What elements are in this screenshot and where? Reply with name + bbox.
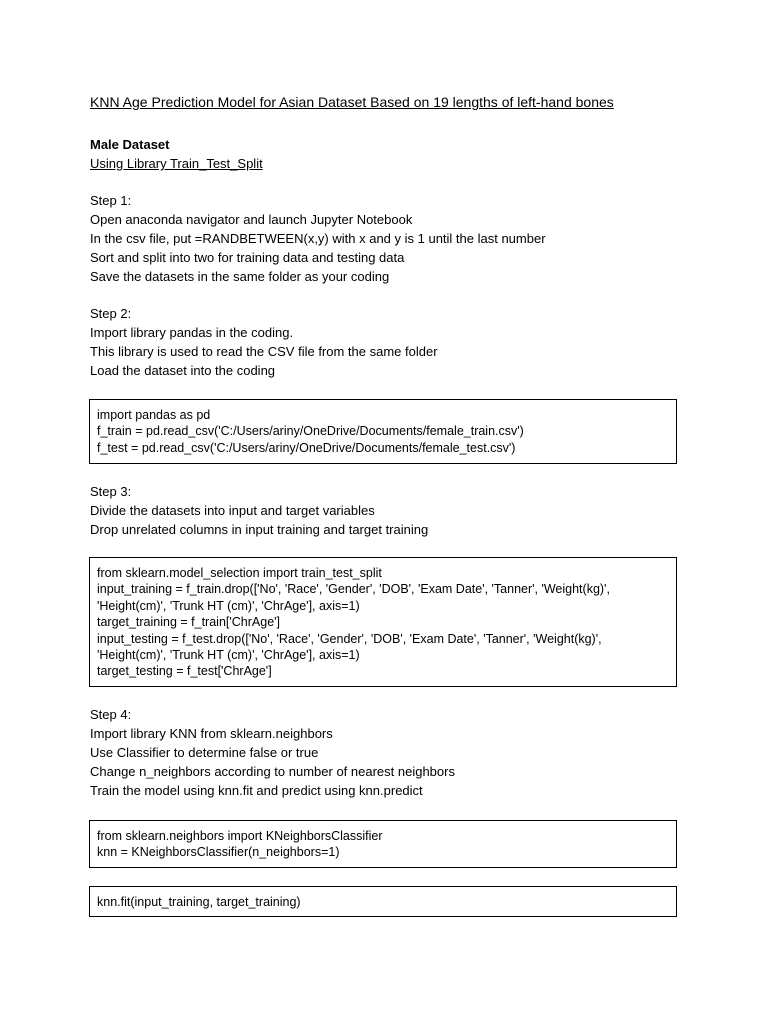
step-1-line-2: In the csv file, put =RANDBETWEEN(x,y) with x and y is 1 until the last number [90, 231, 546, 246]
code-block-2 [89, 557, 677, 687]
step-1 [90, 191, 546, 286]
section-heading: Male Dataset [90, 137, 170, 152]
code-line: knn.fit(input_training, target_training) [97, 895, 301, 909]
step-4-line-1: Import library KNN from sklearn.neighbors [90, 726, 333, 741]
code-block-1 [89, 399, 677, 464]
code-line: from sklearn.model_selection import train_test_split [97, 566, 382, 580]
code-line: target_testing = f_test['ChrAge'] [97, 664, 272, 679]
code-line: 'Height(cm)', 'Trunk HT (cm)', 'ChrAge'], axis=1) [97, 598, 360, 613]
code-line: target_training = f_train['ChrAge'] [97, 615, 281, 630]
code-line: f_test = pd.read_csv('C:/Users/ariny/OneDrive/Documents/female_test.csv') [97, 440, 516, 455]
step-3-label: Step 3: [90, 484, 132, 499]
step-1-line-4: Save the datasets in the same folder as your coding [90, 269, 390, 284]
code-line: input_testing = f_test.drop(['No', 'Race', 'Gender', 'DOB', 'Exam Date', 'Tanner', 'Weight(kg)', [97, 631, 602, 646]
step-2-line-1: Import library pandas in the coding. [90, 325, 294, 340]
step-1-line-3: Sort and split into two for training data and testing data [90, 250, 405, 265]
code-line: f_train = pd.read_csv('C:/Users/ariny/OneDrive/Documents/female_train.csv') [97, 424, 524, 439]
step-2-label: Step 2: [90, 306, 132, 321]
step-4-label: Step 4: [90, 707, 132, 722]
code-line: 'Height(cm)', 'Trunk HT (cm)', 'ChrAge'], axis=1) [97, 648, 360, 663]
code-line: from sklearn.neighbors import KNeighborsClassifier [97, 829, 383, 843]
step-1-label: Step 1: [90, 193, 132, 208]
step-4-line-2: Use Classifier to determine false or true [90, 745, 319, 760]
step-3 [90, 482, 428, 539]
step-2 [90, 304, 438, 380]
step-3-line-2: Drop unrelated columns in input training and target training [90, 522, 429, 537]
step-4-line-3: Change n_neighbors according to number of nearest neighbors [90, 764, 455, 779]
code-line: import pandas as pd [97, 408, 211, 422]
step-2-line-2: This library is used to read the CSV file from the same folder [90, 344, 438, 359]
step-4 [90, 705, 455, 800]
code-block-3 [89, 820, 677, 868]
document-title: KNN Age Prediction Model for Asian Dataset Based on 19 lengths of left-hand bones [90, 94, 614, 110]
step-1-line-1: Open anaconda navigator and launch Jupyter Notebook [90, 212, 413, 227]
step-3-line-1: Divide the datasets into input and target variables [90, 503, 375, 518]
step-2-line-3: Load the dataset into the coding [90, 363, 276, 378]
code-line: input_training = f_train.drop(['No', 'Race', 'Gender', 'DOB', 'Exam Date', 'Tanner', 'Weight(kg)', [97, 582, 610, 597]
subheading: Using Library Train_Test_Split [90, 156, 263, 171]
step-4-line-4: Train the model using knn.fit and predict using knn.predict [90, 783, 423, 798]
code-line: knn = KNeighborsClassifier(n_neighbors=1) [97, 845, 340, 860]
code-block-4 [89, 886, 677, 917]
